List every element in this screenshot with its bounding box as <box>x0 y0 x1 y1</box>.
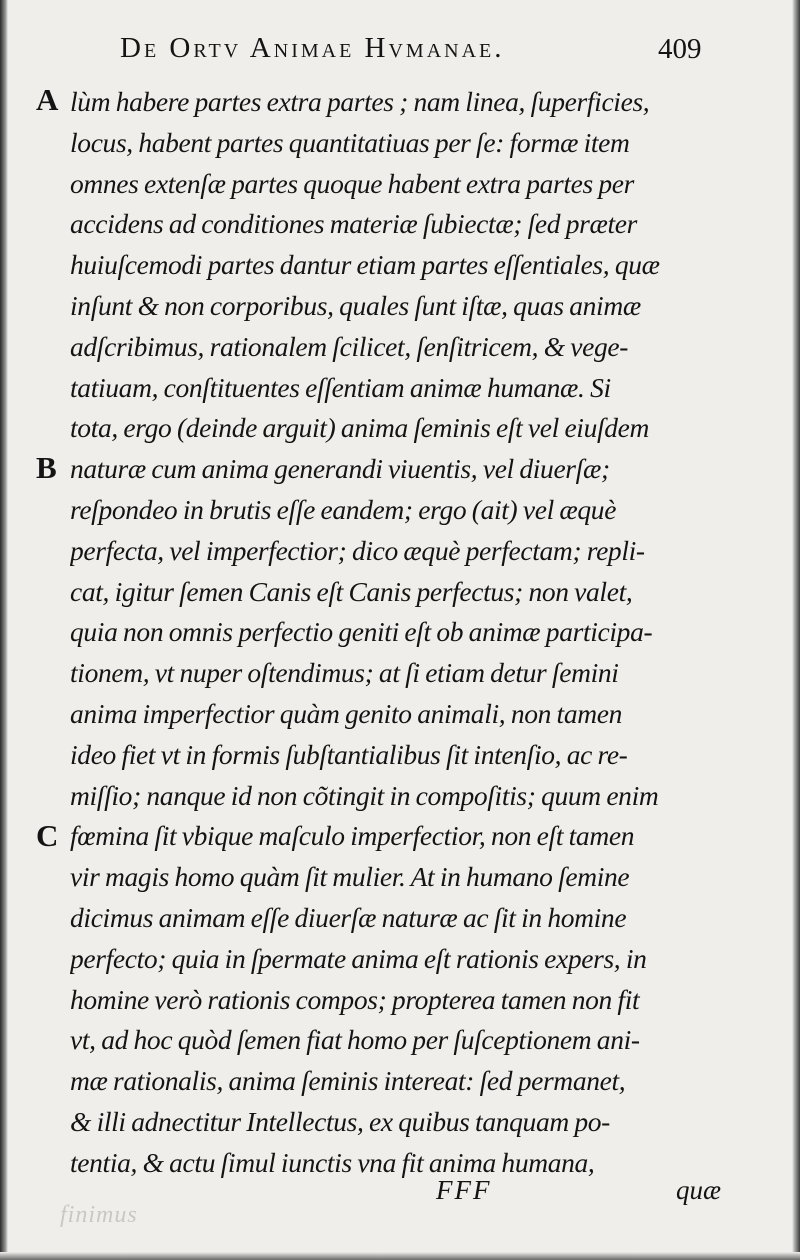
text-line: dicimus animam eſſe diuerſæ naturæ ac ſit in homine <box>70 901 627 933</box>
text-line: homine verò rationis compos; propterea tamen non fit <box>70 983 640 1015</box>
text-line: tota, ergo (deinde arguit) anima ſeminis eſt vel eiuſdem <box>70 412 650 444</box>
page-edge-bottom <box>0 1252 800 1260</box>
text-line: perfecta, vel imperfectior; dico æquè perfectam; repli- <box>70 534 645 566</box>
page-edge-right <box>792 0 800 1260</box>
text-line: huiuſcemodi partes dantur etiam partes eſſentiales, quæ <box>70 249 660 281</box>
binding-edge-left <box>0 0 8 1260</box>
text-line: quia non omnis perfectio geniti eſt ob animæ participa- <box>70 616 653 648</box>
margin-letter-a: A <box>36 82 59 117</box>
catchword: quæ <box>676 1175 722 1205</box>
page-number: 409 <box>658 33 702 65</box>
text-line: omnes extenſæ partes quoque habent extra partes per <box>70 167 634 199</box>
text-line: vir magis homo quàm ſit mulier. At in humano ſemine <box>70 861 630 893</box>
text-line: inſunt & non corporibus, quales ſunt iſtæ, quas animæ <box>70 289 641 321</box>
text-line: miſſio; nanque id non cõtingit in compoſitis; quum enim <box>70 779 659 811</box>
margin-letter-b: B <box>36 450 57 485</box>
text-line: mæ rationalis, anima ſeminis intereat: ſed permanet, <box>70 1065 626 1097</box>
text-line: anima imperfectior quàm genito animali, non tamen <box>70 697 623 729</box>
show-through-text: finimus <box>60 1202 138 1228</box>
text-line: lùm habere partes extra partes ; nam linea, ſuperficies, <box>70 86 650 117</box>
text-line: tentia, & actu ſimul iunctis vna fit anima humana, <box>70 1146 595 1178</box>
running-head: De Ortv Animae Hvmanae. <box>120 32 505 64</box>
text-line: tatiuam, conſtituentes eſſentiam animæ humanæ. Si <box>70 371 611 403</box>
text-line: adſcribimus, rationalem ſcilicet, ſenſitricem, & vege- <box>70 330 629 362</box>
signature-mark: FFF <box>436 1175 492 1205</box>
text-line: vt, ad hoc quòd ſemen fiat homo per ſuſceptionem ani- <box>70 1024 640 1056</box>
margin-letter-c: C <box>36 818 59 853</box>
text-line: fœmina ſit vbique maſculo imperfectior, non eſt tamen <box>70 820 635 852</box>
text-line: & illi adnectitur Intellectus, ex quibus tanquam po- <box>70 1105 610 1137</box>
text-line: cat, igitur ſemen Canis eſt Canis perfectus; non valet, <box>70 575 633 607</box>
text-line: accidens ad conditiones materiæ ſubiectæ; ſed præter <box>70 208 637 240</box>
text-line: perfecto; quia in ſpermate anima eſt rationis expers, in <box>70 942 647 974</box>
text-line: naturæ cum anima generandi viuentis, vel diuerſæ; <box>70 453 610 485</box>
text-line: reſpondeo in brutis eſſe eandem; ergo (ait) vel æquè <box>70 493 617 525</box>
body-text <box>70 82 760 1184</box>
text-line: locus, habent partes quantitatiuas per ſe: formæ item <box>70 126 630 158</box>
text-line: ideo fiet vt in formis ſubſtantialibus ſit intenſio, ac re- <box>70 738 628 770</box>
text-line: tionem, vt nuper oſtendimus; at ſi etiam detur ſemini <box>70 657 619 689</box>
